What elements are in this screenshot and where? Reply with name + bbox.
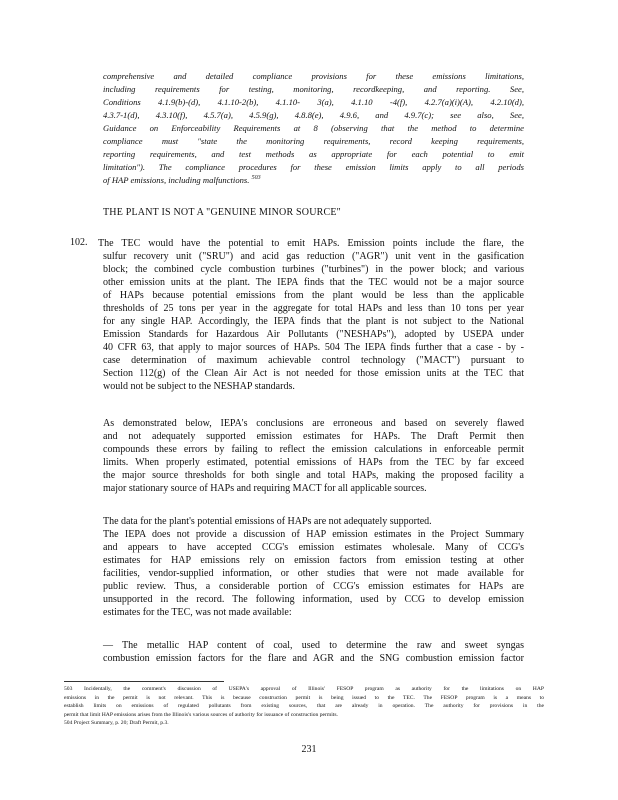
body-line: compounds these errors by failing to reflect the emission calculations in enforceable permit xyxy=(103,444,524,455)
body-line-text: of HAP emissions, including malfunctions. xyxy=(103,175,250,185)
compliance-provisions-block xyxy=(103,70,524,187)
paragraph-demonstrated xyxy=(103,417,524,495)
body-line: Conditions 4.1.9(b)-(d), 4.1.10-2(b), 4.1.10- 3(a), 4.1.10 -4(f), 4.2.7(a)(i)(A), 4.2.10(d), xyxy=(103,97,524,107)
body-line: facilities, vendor-supplied information, or other studies that were not made available for xyxy=(103,568,524,579)
body-line: and appears to have accepted CCG's emission estimates wholesale. Many of CCG's xyxy=(103,542,524,553)
body-line: The TEC would have the potential to emit HAPs. Emission points include the flare, the xyxy=(98,238,524,249)
paragraph-102-body xyxy=(103,250,524,393)
body-line: the major source thresholds for both single and total HAPs, making the proposed facility a xyxy=(103,470,524,481)
body-line: block; the combined cycle combustion turbines ("turbines") in the power block; and various xyxy=(103,264,524,275)
body-line: including requirements for testing, monitoring, recordkeeping, and reporting. See, xyxy=(103,84,524,94)
body-line: reporting requirements, and test methods as appropriate for each potential to emit xyxy=(103,149,524,159)
footnote-line: establish limits on emissions of regulated pollutants from existing sources, that are already in operation. The authority for provisions in the xyxy=(64,703,544,709)
body-line: 40 CFR 63, that apply to major sources of HAPs. 504 The IEPA finds further that a case - by - xyxy=(103,342,524,353)
body-line: case determination of maximum achievable control technology ("MACT") pursuant to xyxy=(103,355,524,366)
body-line xyxy=(103,174,524,187)
body-line: limits. When properly estimated, potential emissions of HAPs from the TEC by far exceed xyxy=(103,457,524,468)
body-line: estimates for the TEC, was not made available: xyxy=(103,607,292,618)
paragraph-metallic-hap xyxy=(103,639,524,665)
body-line: — The metallic HAP content of coal, used to determine the raw and sweet syngas xyxy=(103,640,524,651)
body-line: other emission units at the plant. The IEPA finds that the TEC would not be a major source xyxy=(103,277,524,288)
body-line: estimates for HAP emissions rely on emission factors from emission testing at other xyxy=(103,555,524,566)
body-line: Emission Standards for Hazardous Air Pollutants ("NESHAPs"), adopted by USEPA under xyxy=(103,329,524,340)
body-line: of HAPs because potential emissions from the plant would be less than the applicable xyxy=(103,290,524,301)
footnote-ref-503: 503 xyxy=(251,175,261,182)
body-line: combustion emission factors for the flare and AGR and the SNG combustion emission factor xyxy=(103,653,524,664)
body-line: public review. Thus, a considerable portion of CCG's emission estimates for HAPs are xyxy=(103,581,524,592)
body-line: and not adequately supported emission estimates for HAPs. The Draft Permit then xyxy=(103,431,524,442)
paragraph-102-first-line xyxy=(98,237,524,250)
section-heading: THE PLANT IS NOT A "GENUINE MINOR SOURCE" xyxy=(103,207,341,218)
footnote-divider xyxy=(64,681,224,682)
body-line: comprehensive and detailed compliance provisions for these emissions limitations, xyxy=(103,71,524,81)
footnote-line: 503 Incidentally, the comment's discussion of USEPA's approval of Illinois' FESOP program as authority for the limitations on HAP xyxy=(64,686,544,692)
body-line: Section 112(g) of the Clean Air Act is not needed for those emission units at the TEC that xyxy=(103,368,524,379)
body-line: The data for the plant's potential emissions of HAPs are not adequately supported. xyxy=(103,516,432,527)
paragraph-data-unsupported xyxy=(103,515,524,619)
body-line: compliance must "state the monitoring requirements, record keeping requirements, xyxy=(103,136,524,146)
body-line: Guidance on Enforceability Requirements at 8 (observing that the method to determine xyxy=(103,123,524,133)
body-line: thresholds of 25 tons per year in the aggregate for total HAPs and less than 10 tons per year xyxy=(103,303,524,314)
body-line: unsupported in the record. The following information, used by CCG to develop emission xyxy=(103,594,524,605)
paragraph-number: 102. xyxy=(70,237,88,248)
body-line: limitation"). The compliance procedures for these emission limits apply to all periods xyxy=(103,162,524,172)
footnote-line: emissions in the permit is not relevant. This is because construction permit is being issued to the TEC. The FESOP program is a means to xyxy=(64,694,544,701)
body-line: would not be subject to the NESHAP standards. xyxy=(103,381,295,392)
body-line: major stationary source of HAPs and requiring MACT for all applicable sources. xyxy=(103,483,427,494)
body-line: As demonstrated below, IEPA's conclusions are erroneous and based on severely flawed xyxy=(103,418,524,429)
body-line: The IEPA does not provide a discussion of HAP emission estimates in the Project Summary xyxy=(103,529,524,540)
body-line: 4.3.7-1(d), 4.3.10(f), 4.5.7(a), 4.5.9(g), 4.8.8(e), 4.9.6, and 4.9.7(c); see also, See, xyxy=(103,110,524,120)
body-line: sulfur recovery unit ("SRU") and acid gas reduction ("AGR") unit vent in the gasification xyxy=(103,251,524,262)
footnote-line: 504 Project Summary, p. 20; Draft Permit, p.3. xyxy=(64,720,169,726)
body-line: for any single HAP. Accordingly, the IEPA finds that the plant is not subject to the National xyxy=(103,316,524,327)
footnote-line: permit that limit HAP emissions arises from the Illinois's various sources of authority for issuance of construction permits. xyxy=(64,711,338,718)
footnotes xyxy=(64,685,544,728)
page-number: 231 xyxy=(301,744,317,755)
